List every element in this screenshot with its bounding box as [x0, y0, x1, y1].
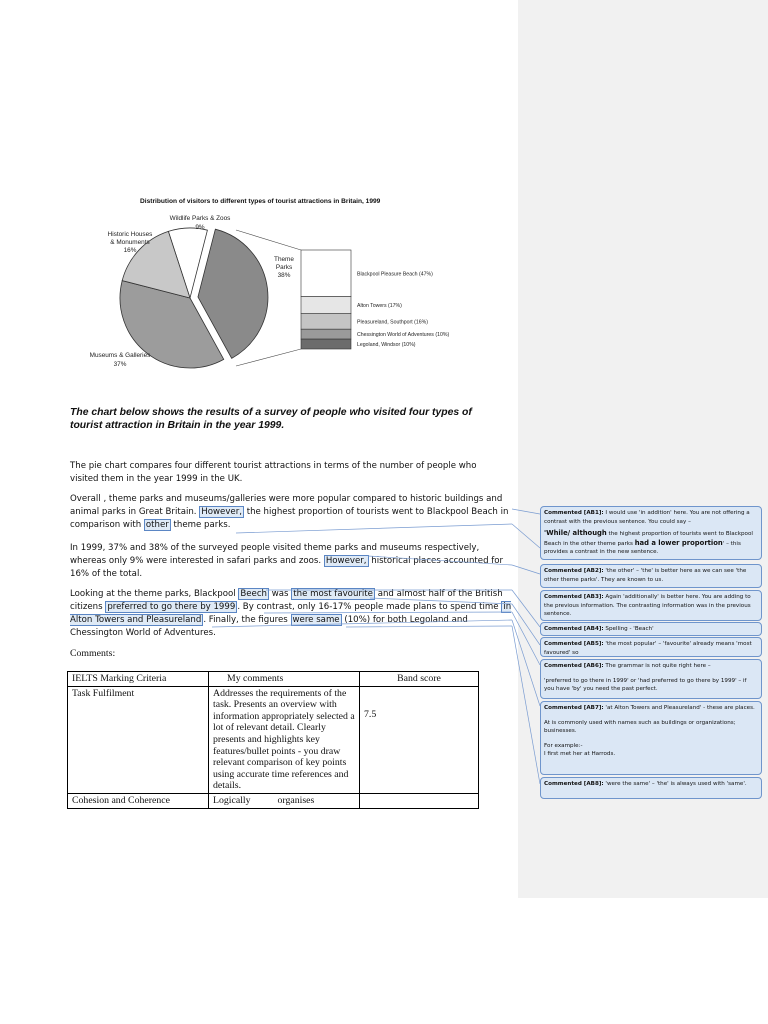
- comment-cell: Addresses the requirements of the task. Presents an overview with information appropriately selected a lot of relevant detail. Clearly presents and highlights key features/bullet points - you draw relevant comparison of key points using accurate time references and details.: [209, 686, 360, 793]
- breakdown-segment: [301, 297, 351, 314]
- text-run: . Finally, the figures: [203, 615, 291, 625]
- comment-text: the highest proportion of tourists went to Blackpool Beach in the other theme parks: [544, 531, 753, 547]
- essay-paragraph-1: The pie chart compares four different tourist attractions in terms of the number of people who visited them in the year 1999 in the UK.: [70, 461, 477, 484]
- pie-label: 37%: [113, 361, 127, 368]
- text-run: . By contrast, only 16-17% people made plans to spend time: [237, 602, 502, 612]
- essay-paragraph-4: [70, 588, 514, 640]
- essay-paragraph-3: [70, 542, 510, 581]
- breakdown-label: Blackpool Pleasure Beach (47%): [357, 271, 433, 278]
- text-run: In 1999, 37% and 38% of the surveyed people visited theme parks and museums respectively, whereas only 9% were interested in safari parks and zoos.: [70, 543, 480, 566]
- highlight-ab6[interactable]: preferred to go there by 1999: [107, 602, 236, 612]
- theme-park-breakdown: [301, 250, 449, 349]
- comment-text: Spelling - 'Beach': [605, 626, 654, 632]
- comment-ab7[interactable]: [540, 701, 762, 775]
- comment-label: Commented [AB8]:: [544, 781, 604, 787]
- header-text: Band score: [397, 673, 441, 684]
- text-run: Looking at the theme parks, Blackpool: [70, 589, 239, 599]
- criteria-cell: Cohesion and Coherence: [68, 793, 209, 808]
- comment-text: The grammar is not quite right here –: [605, 663, 711, 669]
- pie-slices: [120, 228, 268, 368]
- pie-label: Museums & Galleries: [89, 352, 151, 359]
- pie-label: 16%: [123, 247, 137, 254]
- table-row: [68, 686, 479, 793]
- comment-text: 'the most popular' – 'favourite' already means 'most favoured' so: [544, 641, 752, 656]
- table-row: [68, 793, 479, 808]
- highlight-ab1[interactable]: However,: [201, 507, 242, 517]
- comment-label: Commented [AB4]:: [544, 626, 604, 632]
- comment-label: Commented [AB2]:: [544, 568, 604, 574]
- comment-text: For example:-: [544, 742, 583, 749]
- text-run: historical places accounted for 16% of the total.: [70, 556, 504, 579]
- comment-ab3[interactable]: [540, 590, 762, 621]
- comment-bold: had a lower proportion: [634, 538, 723, 547]
- highlight-ab5[interactable]: the most favourite: [293, 589, 373, 599]
- pie-label: Wildlife Parks & Zoos: [169, 215, 231, 222]
- comment-cell: Logically organises: [209, 793, 360, 808]
- chart-title: Distribution of visitors to different types of tourist attractions in Britain, 1999: [140, 198, 381, 205]
- breakdown-segment: [301, 339, 351, 349]
- pie-label: Theme: [274, 256, 294, 263]
- header-text: My comments: [227, 673, 284, 684]
- table-header-cell: [360, 672, 479, 687]
- highlight-ab7[interactable]: in Alton Towers and Pleasureland: [70, 602, 512, 625]
- text-run: was: [269, 589, 292, 599]
- comment-label: Commented [AB7]:: [544, 705, 604, 711]
- highlight-ab3[interactable]: However,: [325, 556, 367, 566]
- comment-label: Commented [AB5]:: [544, 641, 604, 647]
- table-header-cell: [209, 672, 360, 687]
- comment-bold: 'While/ although: [544, 529, 607, 538]
- criteria-cell: Task Fulfilment: [68, 686, 209, 793]
- table-header-row: [68, 672, 479, 687]
- comment-ab4[interactable]: [540, 622, 762, 636]
- comment-text: ' – this provides a contrast in the new sentence.: [544, 540, 741, 556]
- text-run: and almost half of the British citizens: [70, 589, 503, 612]
- text-run: the highest proportion of tourists went to Blackpool Beach in comparison with: [70, 507, 509, 530]
- highlight-ab2[interactable]: other: [145, 520, 169, 530]
- comment-ab8[interactable]: [540, 777, 762, 799]
- comment-text: 'were the same' – 'the' is always used with 'same'.: [605, 781, 747, 787]
- breakdown-label: Legoland, Windsor (10%): [357, 342, 416, 349]
- highlight-ab8[interactable]: were same: [292, 615, 340, 625]
- text-run: (10%) for both Legoland and Chessington World of Adventures.: [70, 615, 468, 638]
- breakdown-label: Alton Towers (17%): [357, 302, 402, 309]
- highlight-ab4[interactable]: Beech: [240, 589, 268, 599]
- pie-label: 9%: [195, 224, 205, 231]
- pie-label: Historic Houses: [107, 231, 153, 238]
- score-cell: [360, 793, 479, 808]
- comment-label: Commented [AB1]:: [544, 510, 604, 516]
- comment-text: 'at Alton Towers and Pleasureland' - these are places.: [605, 705, 755, 711]
- marking-table: [67, 671, 479, 809]
- comment-label: Commented [AB3]:: [544, 594, 604, 600]
- band-score: 7.5: [364, 708, 377, 720]
- pie-label: & Monuments: [110, 239, 150, 246]
- comment-text: Again 'additionally' is better here. You are adding to the previous information. The contrasting information was in the previous sentence.: [544, 594, 751, 618]
- comment-text: I would use 'in addition' here. You are not offering a contrast with the previous sentence. You could say –: [544, 510, 750, 525]
- score-cell: [360, 686, 479, 793]
- text-run: Overall , theme parks and museums/galleries were more popular compared to historic buildings and animal parks in Great Britain.: [70, 494, 503, 517]
- comment-text: 'the other' – 'the' is better here as we can see 'the other theme parks'. They are known to us.: [544, 568, 747, 583]
- task-prompt: The chart below shows the results of a survey of people who visited four types of tourist attraction in Britain in the year 1999.: [70, 407, 472, 431]
- breakdown-label: Chessington World of Adventures (10%): [357, 332, 450, 339]
- comment-text: I first met her at Harrods.: [544, 751, 616, 758]
- table-header-cell: IELTS Marking Criteria: [68, 672, 209, 687]
- comment-text: At is commonly used with names such as buildings or organizations; businesses.: [544, 719, 736, 735]
- pie-chart: [60, 188, 450, 378]
- pie-label: 38%: [277, 272, 291, 279]
- comment-ab6[interactable]: [540, 659, 762, 699]
- breakdown-segment: [301, 250, 351, 297]
- comments-heading: Comments:: [70, 648, 116, 659]
- essay-paragraph-2: [70, 493, 514, 532]
- connector-line: [236, 349, 301, 366]
- breakdown-segment: [301, 313, 351, 329]
- comment-ab2[interactable]: [540, 564, 762, 588]
- pie-label: Parks: [275, 264, 293, 271]
- comment-text: 'preferred to go there in 1999' or 'had preferred to go there by 1999' – if you have 'by' you need the past perfect.: [544, 677, 747, 693]
- comment-label: Commented [AB6]:: [544, 663, 604, 669]
- breakdown-segment: [301, 329, 351, 339]
- comment-ab5[interactable]: [540, 637, 762, 657]
- text-run: theme parks.: [170, 520, 231, 530]
- comment-ab1[interactable]: [540, 506, 762, 560]
- breakdown-label: Pleasureland, Southport (16%): [357, 319, 428, 326]
